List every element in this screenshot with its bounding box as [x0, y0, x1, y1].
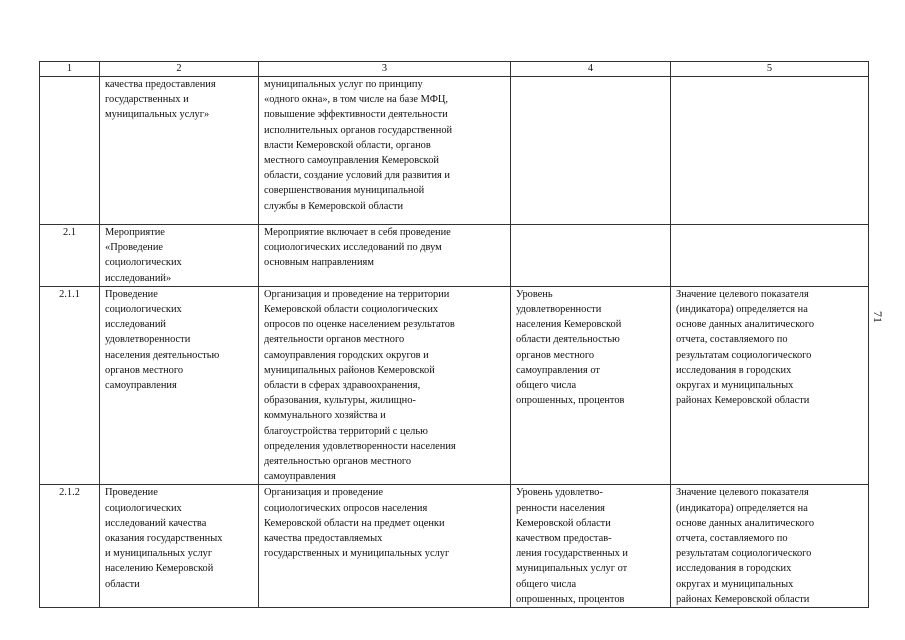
table-row: [40, 225, 869, 287]
table-header-row: [40, 62, 869, 77]
method-cell: Значение целевого показателя (индикатора) определяется на основе данных аналитического отчета, составляемого по результатам социологического исследования в городских округах и муниципальных районах Кемеровской области: [671, 485, 869, 608]
activity-name: Проведение социологических исследований удовлетворенности населения деятельностью органов местного самоуправления: [100, 286, 259, 485]
page-number: 71: [871, 311, 885, 323]
method-cell: Значение целевого показателя (индикатора) определяется на основе данных аналитического отчета, составляемого по результатам социологического исследования в городских округах и муниципальных районах Кемеровской области: [671, 286, 869, 485]
column-number-3: 3: [259, 62, 511, 77]
activity-name: Мероприятие «Проведение социологических исследований»: [100, 225, 259, 287]
column-number-2: 2: [100, 62, 259, 77]
activity-description: Организация и проведение на территории Кемеровской области социологических опросов по оценке населением результатов деятельности органов местного самоуправления городских округов и муниципальных районов Кемеровской области в сферах здравоохранения, образования, культуры, жилищно- коммунального хозяйства и благоустройства территорий с целью определения удовлетворенности населения деятельностью органов местного самоуправления: [259, 286, 511, 485]
method-cell: [671, 225, 869, 287]
column-number-1: 1: [40, 62, 100, 77]
indicator-cell: [511, 77, 671, 225]
table-row: [40, 286, 869, 485]
table-row: [40, 77, 869, 225]
row-number: 2.1.2: [40, 485, 100, 608]
column-number-4: 4: [511, 62, 671, 77]
column-number-5: 5: [671, 62, 869, 77]
row-number: [40, 77, 100, 225]
activity-description: муниципальных услуг по принципу «одного окна», в том числе на базе МФЦ, повышение эффективности деятельности исполнительных органов государственной власти Кемеровской области, органов местного самоуправления Кемеровской области, создание условий для развития и совершенствования муниципальной службы в Кемеровской области: [259, 77, 511, 225]
activity-description: Мероприятие включает в себя проведение социологических исследований по двум основным направлениям: [259, 225, 511, 287]
indicator-cell: Уровень удовлетворенности населения Кемеровской области деятельностью органов местного самоуправления от общего числа опрошенных, процентов: [511, 286, 671, 485]
program-table: [39, 61, 869, 608]
row-number: 2.1: [40, 225, 100, 287]
row-number: 2.1.1: [40, 286, 100, 485]
activity-name: качества предоставления государственных и муниципальных услуг»: [100, 77, 259, 225]
indicator-cell: Уровень удовлетво- ренности населения Кемеровской области качеством предостав- ления государственных и муниципальных услуг от общего числа опрошенных, процентов: [511, 485, 671, 608]
table-row: [40, 485, 869, 608]
method-cell: [671, 77, 869, 225]
activity-name: Проведение социологических исследований качества оказания государственных и муниципальных услуг населению Кемеровской области: [100, 485, 259, 608]
activity-description: Организация и проведение социологических опросов населения Кемеровской области на предмет оценки качества предоставляемых государственных и муниципальных услуг: [259, 485, 511, 608]
indicator-cell: [511, 225, 671, 287]
